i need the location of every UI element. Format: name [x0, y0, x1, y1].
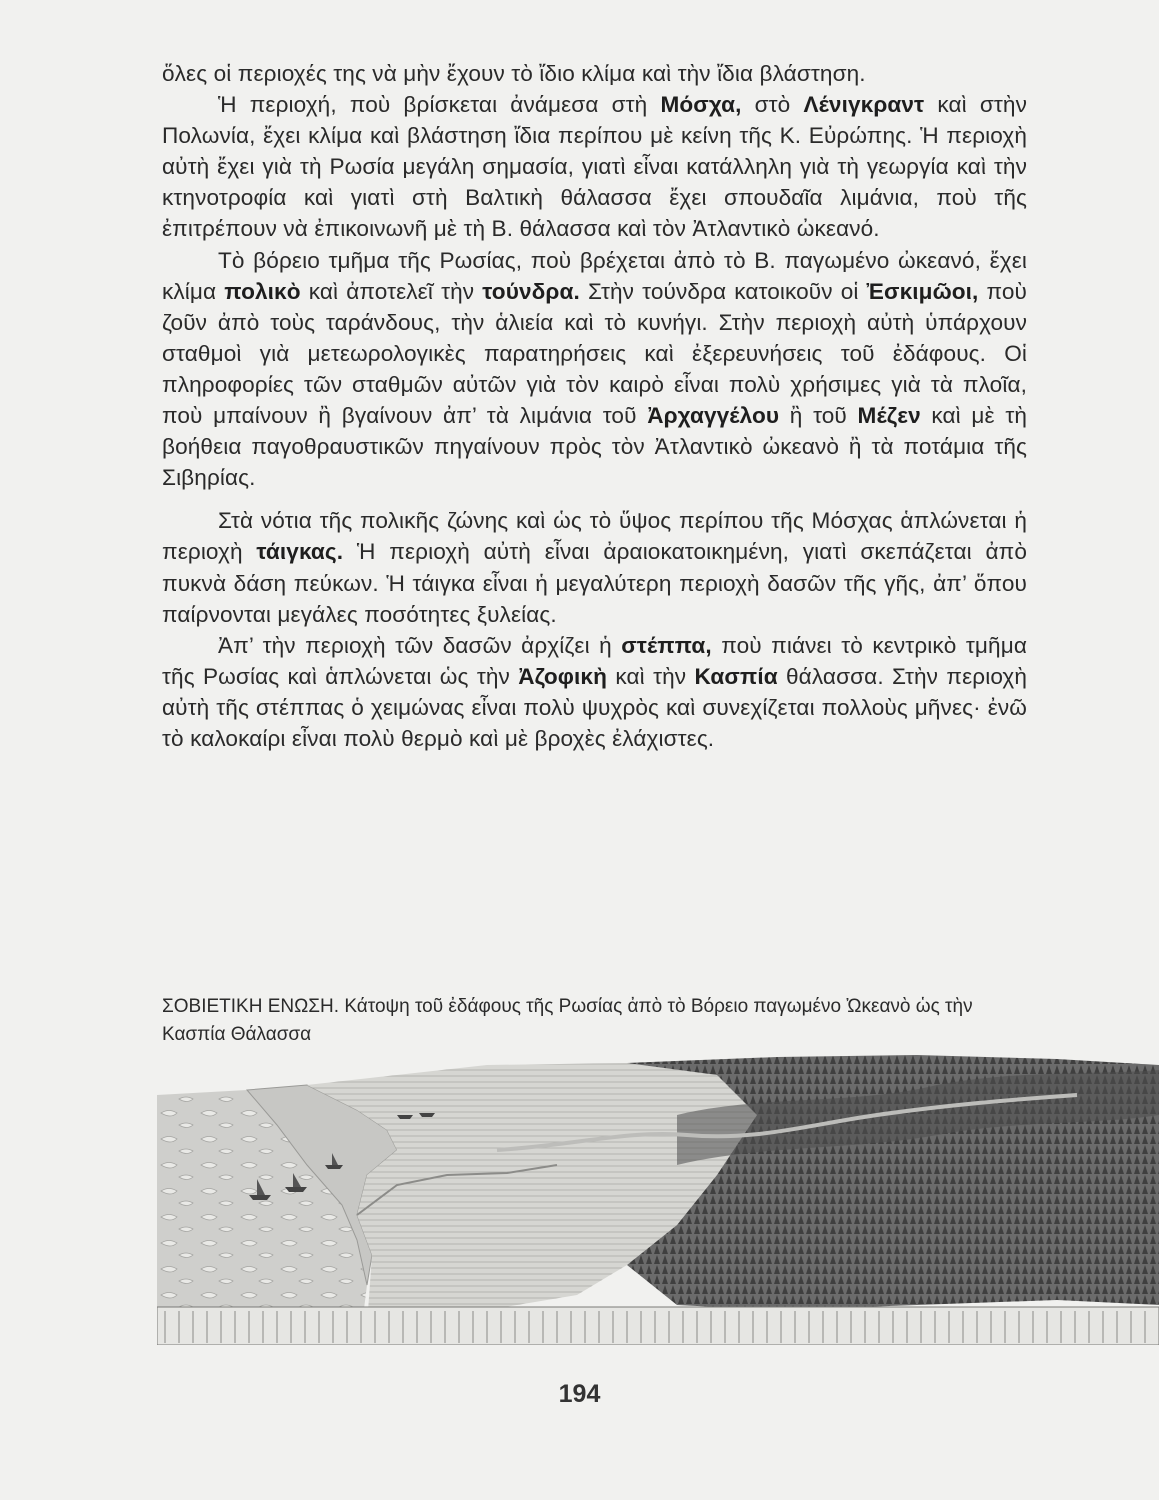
paragraph-4 — [162, 505, 1027, 629]
text-run: ἢ τοῦ — [779, 403, 858, 429]
body-text — [162, 58, 1027, 754]
text-run: καὶ ἀποτελεῖ τὴν — [300, 278, 483, 304]
paragraph-5 — [162, 630, 1027, 754]
highlighted-term: στέππα, — [621, 632, 712, 658]
text-run: Στὰ νότια τῆς πολικῆς ζώνης καὶ ὡς τὸ ὕψος περίπου τῆς Μόσχας ἁπλώνεται ἡ περιοχὴ — [162, 508, 1027, 565]
text-run: ὅλες οἱ περιοχές της νὰ μὴν ἔχουν τὸ ἴδιο κλίμα καὶ τὴν ἴδια βλάστηση. — [162, 61, 866, 86]
text-run: θάλασσα. Στὴν περιοχὴ αὐτὴ τῆς στέππας ὁ χειμώνας εἶναι πολὺ ψυχρὸς καὶ συνεχίζεται πολλοὺς μῆνες· ἐνῶ τὸ καλοκαίρι εἶναι πολὺ θερμὸ καὶ μὲ βροχὲς ἐλάχιστες. — [162, 663, 1028, 751]
text-run: Στὴν τούνδρα κατοικοῦν οἱ — [579, 278, 867, 304]
text-run: καὶ στὴν Πολωνία, ἔχει κλίμα καὶ βλάστηση ἴδια περίπου μὲ κείνη τῆς Κ. Εὐρώπης. Ἡ περιοχὴ αὐτὴ ἔχει γιὰ τὴ Ρωσία μεγάλη σημασία, γιατὶ εἶναι κατάλληλη γιὰ τὴ γεωργία καὶ τὴν κτηνοτροφία καὶ γιατὶ στὴ Βαλτικὴ θάλασσα ἔχει σπουδαῖα λιμάνια, ποὺ τῆς ἐπιτρέπουν νὰ ἐπικοινωνῆ μὲ τὴ Β. θάλασσα καὶ τὸν Ἀτλαντικὸ ὠκεανό. — [162, 92, 1027, 242]
paragraph-1 — [162, 58, 1027, 89]
text-run: Ἡ περιοχὴ αὐτὴ εἶναι ἀραιοκατοικημένη, γιατὶ σκεπάζεται ἀπὸ πυκνὰ δάση πεύκων. Ἡ τάιγκα εἶναι ἡ μεγαλύτερη περιοχὴ δασῶν τῆς γῆς, ἀπ’ ὅπου παίρνονται μεγάλες ποσότητες ξυλείας. — [162, 539, 1027, 627]
highlighted-term: Μέζεν — [857, 403, 921, 429]
highlighted-term: Κασπία — [694, 663, 778, 689]
highlighted-term: πολικὸ — [224, 278, 301, 304]
paragraph-3 — [162, 245, 1027, 494]
text-run: ποὺ ζοῦν ἀπὸ τοὺς ταράνδους, τὴν ἁλιεία καὶ τὸ κυνήγι. Στὴν περιοχὴ αὐτὴ ὑπάρχουν σταθμοὶ γιὰ μετεωρολογικὲς παρατηρήσεις καὶ ἐξερευνήσεις τοῦ ἐδάφους. Οἱ πληροφορίες τῶν σταθμῶν αὐτῶν γιὰ τὸν καιρὸ εἶναι πολὺ χρήσιμες γιὰ τὰ πλοῖα, ποὺ μπαίνουν ἢ βγαίνουν ἀπ’ τὰ λιμάνια τοῦ — [162, 278, 1028, 429]
text-run: ποὺ πιάνει τὸ κεντρικὸ τμῆμα τῆς Ρωσίας καὶ ἁπλώνεται ὡς τὴν — [162, 632, 1027, 689]
text-run: στὸ — [741, 92, 804, 118]
landscape-illustration — [157, 1055, 1159, 1345]
text-run: καὶ τὴν — [607, 663, 695, 689]
paragraph-2 — [162, 89, 1027, 244]
text-run: Τὸ βόρειο τμῆμα τῆς Ρωσίας, ποὺ βρέχεται ἀπὸ τὸ Β. παγωμένο ὠκεανό, ἔχει κλίμα — [162, 247, 1027, 304]
highlighted-term: Μόσχα, — [660, 92, 742, 118]
text-run: Ἀπ’ τὴν περιοχὴ τῶν δασῶν ἀρχίζει ἡ — [218, 632, 622, 658]
ground-section — [157, 1307, 1159, 1345]
highlighted-term: Ἐσκιμῶοι, — [866, 278, 979, 304]
text-run: Ἡ περιοχή, ποὺ βρίσκεται ἀνάμεσα στὴ — [218, 92, 661, 118]
highlighted-term: τούνδρα. — [482, 278, 580, 304]
highlighted-term: τάιγκας. — [256, 539, 344, 565]
figure-caption: ΣΟΒΙΕΤΙΚΗ ΕΝΩΣΗ. Κάτοψη τοῦ ἐδάφους τῆς Ρωσίας ἀπὸ τὸ Βόρειο παγωμένο Ὠκεανὸ ὡς τὴν Κασπία Θάλασσα — [162, 996, 973, 1045]
highlighted-term: Λένιγκραντ — [803, 92, 925, 118]
text-run: καὶ μὲ τὴ βοήθεια παγοθραυστικῶν πηγαίνουν πρὸς τὸν Ἀτλαντικὸ ὠκεανὸ ἢ τὰ ποτάμια τῆς Σιβηρίας. — [162, 403, 1028, 491]
page-number: 194 — [558, 1380, 601, 1408]
highlighted-term: Ἀζοφικὴ — [518, 663, 608, 689]
highlighted-term: Ἀρχαγγέλου — [647, 403, 780, 429]
